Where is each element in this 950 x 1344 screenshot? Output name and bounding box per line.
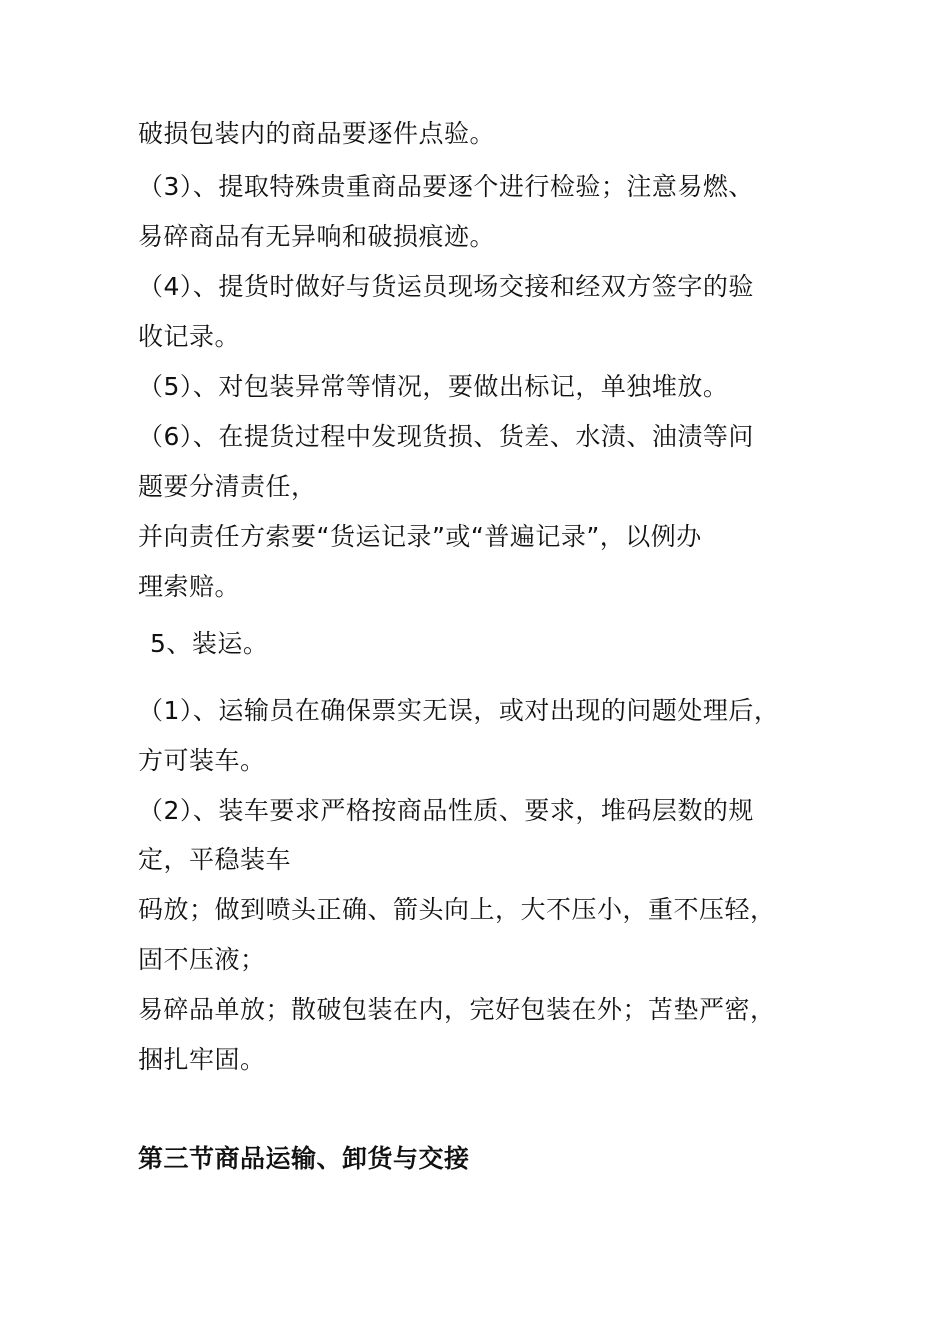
paragraph-line: （6）、在提货过程中发现货损、货差、水渍、油渍等问 xyxy=(138,422,754,451)
paragraph-line: 定，平稳装车 xyxy=(138,845,292,874)
paragraph-line: 易碎品单放；散破包装在内，完好包装在外；苫垫严密， xyxy=(138,995,776,1024)
paragraph-line: （2）、装车要求严格按商品性质、要求，堆码层数的规 xyxy=(138,796,754,825)
paragraph-line: 并向责任方索要“货运记录”或“普遍记录”，以例办 xyxy=(138,522,702,551)
paragraph-line: （5）、对包装异常等情况，要做出标记，单独堆放。 xyxy=(138,372,729,401)
section-heading: 第三节商品运输、卸货与交接 xyxy=(138,1144,470,1173)
list-heading: 5、装运。 xyxy=(150,629,269,658)
paragraph-line: 固不压液； xyxy=(138,945,266,974)
paragraph-line: （3）、提取特殊贵重商品要逐个进行检验；注意易燃、 xyxy=(138,172,754,201)
paragraph-line: （1）、运输员在确保票实无误，或对出现的问题处理后， xyxy=(138,696,780,725)
paragraph-line: 码放；做到喷头正确、箭头向上，大不压小，重不压轻， xyxy=(138,895,776,924)
paragraph-line: 方可装车。 xyxy=(138,746,266,775)
paragraph-line: 破损包装内的商品要逐件点验。 xyxy=(138,119,496,148)
paragraph-line: （4）、提货时做好与货运员现场交接和经双方签字的验 xyxy=(138,272,754,301)
paragraph-line: 题要分清责任， xyxy=(138,472,317,501)
paragraph-line: 捆扎牢固。 xyxy=(138,1045,266,1074)
paragraph-line: 理索赔。 xyxy=(138,572,241,601)
paragraph-line: 易碎商品有无异响和破损痕迹。 xyxy=(138,222,496,251)
paragraph-line: 收记录。 xyxy=(138,322,241,351)
